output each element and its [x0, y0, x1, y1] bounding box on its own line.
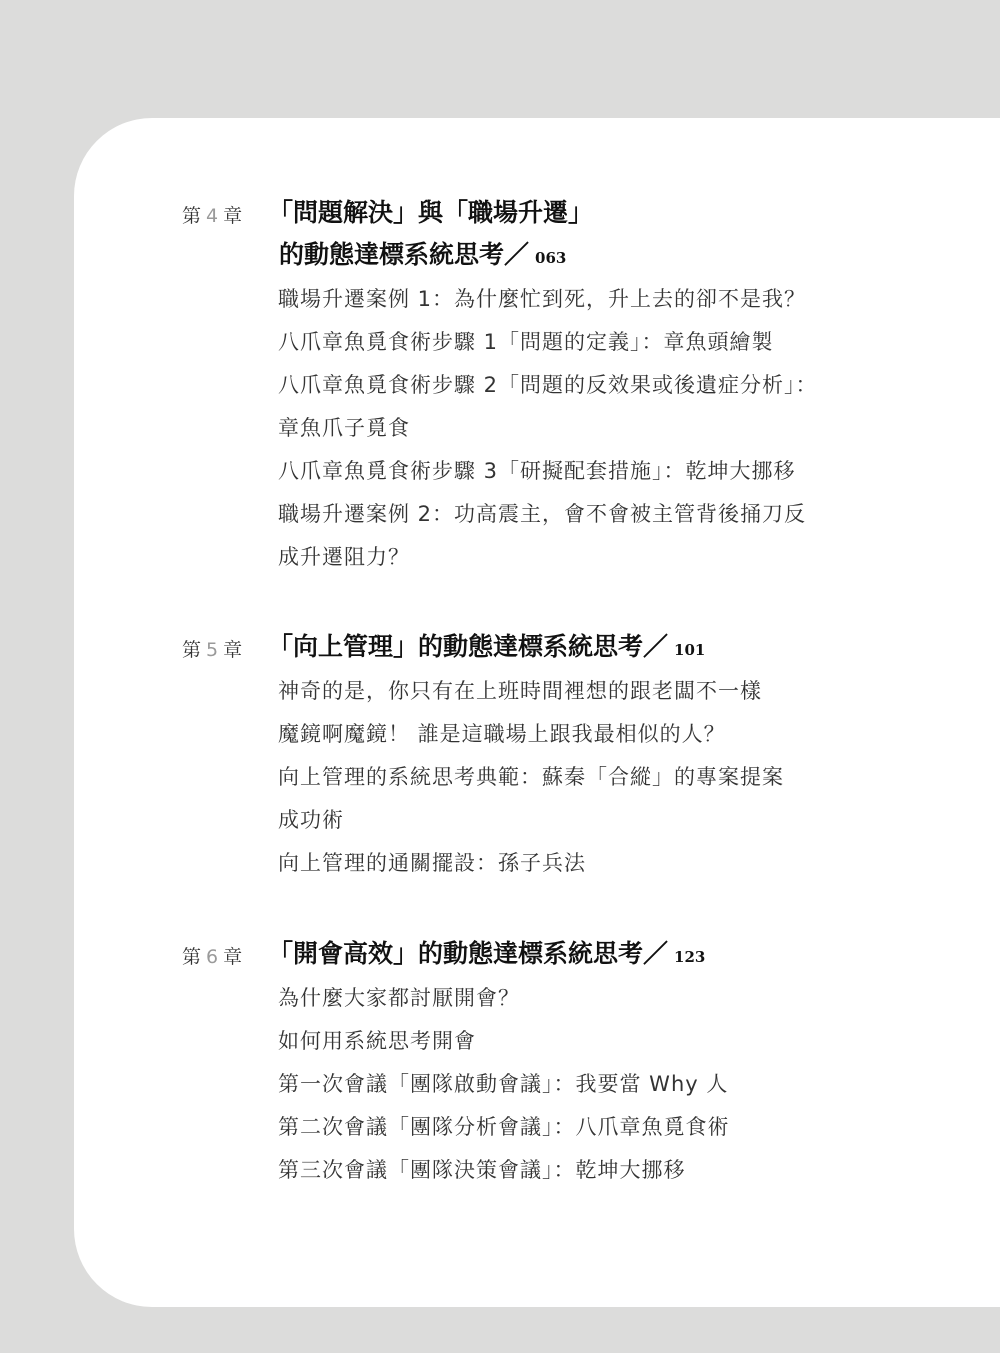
chapter-prefix: 第 — [182, 946, 203, 968]
chapter-suffix: 章 — [223, 205, 244, 227]
section-item[interactable]: 第二次會議「團隊分析會議」：八爪章魚覓食術 — [278, 1115, 730, 1139]
chapter-title-line — [268, 234, 593, 279]
section-item[interactable]: 第三次會議「團隊決策會議」：乾坤大挪移 — [278, 1158, 686, 1182]
section-item[interactable]: 神奇的是，你只有在上班時間裡想的跟老闆不一樣 — [278, 679, 762, 703]
section-item[interactable]: 成升遷阻力？ — [278, 545, 410, 569]
page-number: 101 — [674, 641, 706, 659]
chapter-label — [182, 635, 243, 662]
chapter-title[interactable] — [268, 933, 705, 978]
section-item[interactable]: 成功術 — [278, 808, 344, 832]
chapter-suffix: 章 — [223, 639, 244, 661]
page-number: 063 — [535, 249, 567, 267]
chapter-title-line — [268, 933, 705, 978]
chapter-title[interactable] — [268, 192, 593, 279]
chapter-title[interactable] — [268, 626, 705, 671]
section-item[interactable]: 職場升遷案例 2：功高震主，會不會被主管背後捅刀反 — [278, 502, 807, 526]
section-item[interactable]: 為什麼大家都討厭開會？ — [278, 986, 520, 1010]
section-list — [278, 670, 784, 885]
section-item[interactable]: 八爪章魚覓食術步驟 3「研擬配套措施」：乾坤大挪移 — [278, 459, 796, 483]
chapter-title-line: 「問題解決」與「職場升遷」 — [268, 198, 594, 227]
section-list — [278, 278, 818, 579]
section-item[interactable]: 向上管理的通關擺設：孫子兵法 — [278, 851, 586, 875]
chapter-number: 5 — [206, 639, 220, 661]
section-item[interactable]: 職場升遷案例 1：為什麼忙到死，升上去的卻不是我？ — [278, 287, 807, 311]
chapter-number: 6 — [206, 946, 220, 968]
chapter-label — [182, 201, 243, 228]
chapter-number: 4 — [206, 205, 220, 227]
page-number: 123 — [674, 948, 706, 966]
chapter-suffix: 章 — [223, 946, 244, 968]
section-item[interactable]: 章魚爪子覓食 — [278, 416, 410, 440]
chapter-label — [182, 942, 243, 969]
section-list — [278, 977, 730, 1192]
chapter-title-text: 「開會高效」的動態達標系統思考／ — [268, 939, 669, 968]
section-item[interactable]: 向上管理的系統思考典範：蘇秦「合縱」的專案提案 — [278, 765, 784, 789]
chapter-title-line — [268, 626, 705, 671]
section-item[interactable]: 第一次會議「團隊啟動會議」：我要當 Why 人 — [278, 1072, 729, 1096]
chapter-title-text: 的動態達標系統思考／ — [279, 240, 530, 269]
section-item[interactable]: 八爪章魚覓食術步驟 1「問題的定義」：章魚頭繪製 — [278, 330, 774, 354]
section-item[interactable]: 如何用系統思考開會 — [278, 1029, 476, 1053]
chapter-title-text: 「向上管理」的動態達標系統思考／ — [268, 632, 669, 661]
section-item[interactable]: 八爪章魚覓食術步驟 2「問題的反效果或後遺症分析」： — [278, 373, 818, 397]
chapter-prefix: 第 — [182, 639, 203, 661]
section-item[interactable]: 魔鏡啊魔鏡！ 誰是這職場上跟我最相似的人？ — [278, 722, 726, 746]
chapter-prefix: 第 — [182, 205, 203, 227]
